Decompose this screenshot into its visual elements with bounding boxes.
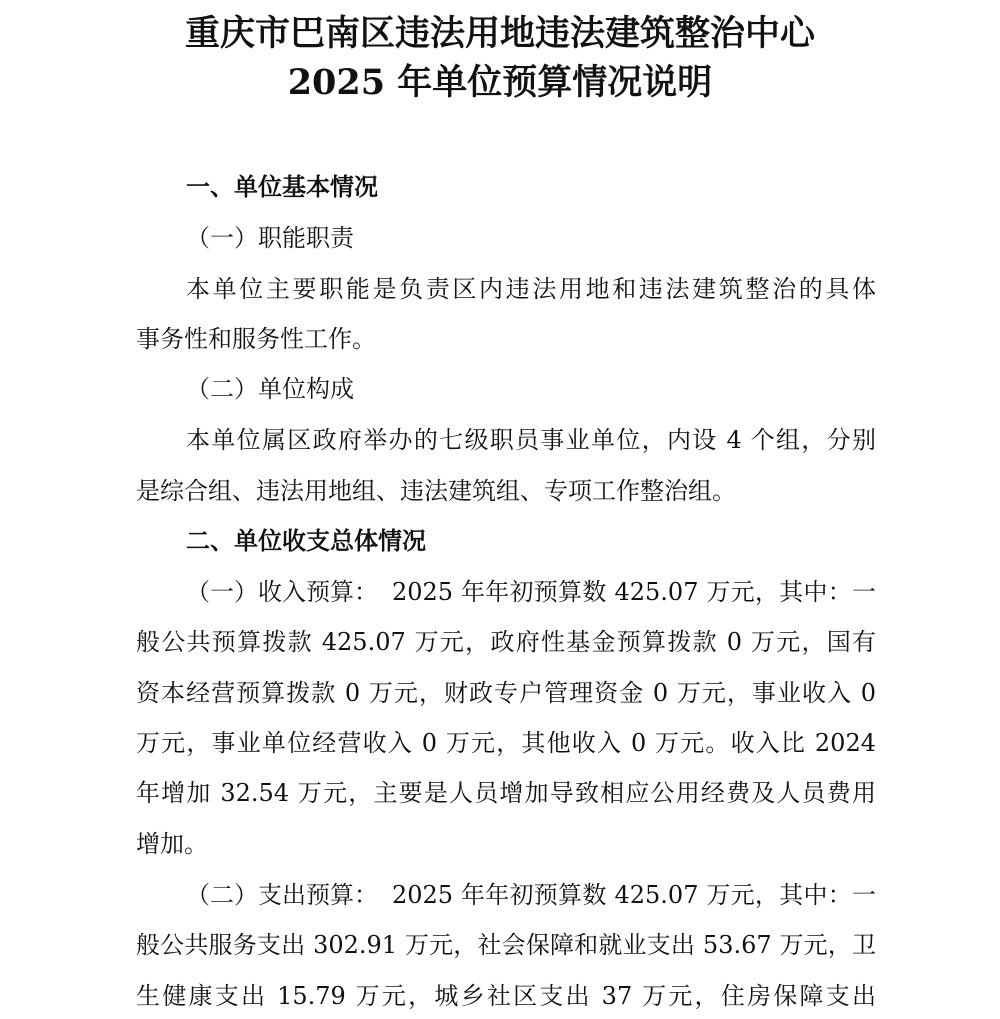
document-title-line-2: 2025 年单位预算情况说明: [287, 62, 713, 103]
paragraph-line: 本单位主要职能是负责区内违法用地和违法建筑整治的具体: [186, 275, 876, 303]
section-1-sub-2-heading: （二）单位构成: [186, 375, 354, 403]
income-budget-label: （一）收入预算：: [186, 578, 378, 606]
paragraph-line: 资本经营预算拨款 0 万元，财政专户管理资金 0 万元，事业收入 0: [136, 679, 876, 707]
paragraph-line: 事务性和服务性工作。: [136, 325, 376, 353]
paragraph-line: 年增加 32.54 万元，主要是人员增加导致相应公用经费及人员费用: [136, 779, 876, 807]
expense-budget-label: （二）支出预算：: [186, 881, 378, 909]
paragraph-line: 般公共预算拨款 425.07 万元，政府性基金预算拨款 0 万元，国有: [136, 628, 876, 656]
paragraph-line: 2025 年年初预算数 425.07 万元，其中：一: [392, 578, 876, 606]
section-1-heading: 一、单位基本情况: [186, 172, 378, 201]
paragraph-line: 是综合组、违法用地组、违法建筑组、专项工作整治组。: [136, 477, 736, 505]
section-1-sub-1-heading: （一）职能职责: [186, 224, 354, 252]
section-2-heading: 二、单位收支总体情况: [186, 526, 426, 555]
document-title-line-1: 重庆市巴南区违法用地违法建筑整治中心: [184, 13, 815, 54]
paragraph-line: 生健康支出 15.79 万元，城乡社区支出 37 万元，住房保障支出: [136, 982, 876, 1010]
paragraph-line: 般公共服务支出 302.91 万元，社会保障和就业支出 53.67 万元，卫: [136, 931, 876, 959]
paragraph-line: 万元，事业单位经营收入 0 万元，其他收入 0 万元。收入比 2024: [136, 729, 876, 757]
paragraph-line: 2025 年年初预算数 425.07 万元，其中：一: [392, 881, 876, 909]
paragraph-line: 增加。: [136, 830, 208, 858]
paragraph-line: 本单位属区政府举办的七级职员事业单位，内设 4 个组，分别: [186, 426, 876, 454]
